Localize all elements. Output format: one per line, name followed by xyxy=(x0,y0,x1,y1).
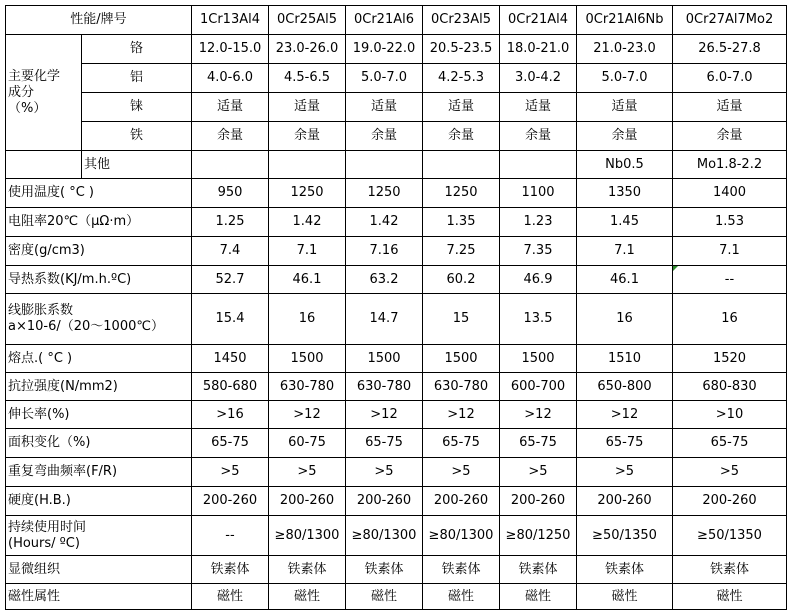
table-cell: 1500 xyxy=(500,345,577,373)
table-cell: 1100 xyxy=(500,179,577,208)
table-cell: 磁性 xyxy=(577,584,673,610)
table-cell: 适量 xyxy=(423,93,500,122)
table-cell: 磁性 xyxy=(192,584,269,610)
table-cell: 65-75 xyxy=(346,429,423,458)
table-cell: 铁素体 xyxy=(423,556,500,584)
property-label: 熔点.( °C ) xyxy=(6,345,192,373)
table-cell: 15 xyxy=(423,294,500,345)
table-cell: 65-75 xyxy=(577,429,673,458)
table-body xyxy=(6,6,787,610)
table-row xyxy=(6,122,787,151)
table-cell: 200-260 xyxy=(346,487,423,516)
table-cell: 磁性 xyxy=(346,584,423,610)
table-cell: ≥80/1300 xyxy=(269,516,346,556)
table-cell: 1.45 xyxy=(577,208,673,237)
table-cell: 余量 xyxy=(192,122,269,151)
table-cell: 余量 xyxy=(577,122,673,151)
table-cell: 65-75 xyxy=(192,429,269,458)
table-cell: 余量 xyxy=(269,122,346,151)
table-cell: 4.2-5.3 xyxy=(423,64,500,93)
table-cell: 200-260 xyxy=(673,487,787,516)
table-row xyxy=(6,373,787,401)
table-row xyxy=(6,93,787,122)
table-cell: 580-680 xyxy=(192,373,269,401)
table-cell: 1.53 xyxy=(673,208,787,237)
table-cell: -- xyxy=(673,266,787,294)
table-cell: 60-75 xyxy=(269,429,346,458)
grade-header: 0Cr21Al6 xyxy=(346,6,423,35)
table-cell: 铁素体 xyxy=(500,556,577,584)
table-cell: 46.1 xyxy=(269,266,346,294)
comment-marker-icon xyxy=(673,266,678,271)
table-cell: 铁素体 xyxy=(673,556,787,584)
table-row xyxy=(6,584,787,610)
element-label: 铼 xyxy=(82,93,192,122)
table-cell: 1510 xyxy=(577,345,673,373)
table-cell: 铁素体 xyxy=(269,556,346,584)
table-cell: 630-780 xyxy=(346,373,423,401)
table-cell: 600-700 xyxy=(500,373,577,401)
table-cell: 铁素体 xyxy=(192,556,269,584)
table-cell: ≥80/1250 xyxy=(500,516,577,556)
table-cell xyxy=(192,151,269,179)
table-cell: >12 xyxy=(346,401,423,429)
grade-header: 1Cr13Al4 xyxy=(192,6,269,35)
table-cell: 7.16 xyxy=(346,237,423,266)
table-cell: 1.25 xyxy=(192,208,269,237)
table-cell xyxy=(346,151,423,179)
table-cell: 21.0-23.0 xyxy=(577,35,673,64)
table-cell: 200-260 xyxy=(577,487,673,516)
table-cell: >5 xyxy=(423,458,500,487)
table-cell: >16 xyxy=(192,401,269,429)
table-cell: 磁性 xyxy=(673,584,787,610)
table-cell: 12.0-15.0 xyxy=(192,35,269,64)
table-cell: 1.42 xyxy=(346,208,423,237)
table-cell: 200-260 xyxy=(192,487,269,516)
table-cell: 680-830 xyxy=(673,373,787,401)
table-cell xyxy=(269,151,346,179)
table-cell: >5 xyxy=(269,458,346,487)
table-cell: Nb0.5 xyxy=(577,151,673,179)
element-label: 铬 xyxy=(82,35,192,64)
table-cell: 4.5-6.5 xyxy=(269,64,346,93)
element-label: 铁 xyxy=(82,122,192,151)
table-cell: 7.35 xyxy=(500,237,577,266)
table-cell: 余量 xyxy=(346,122,423,151)
table-cell: ≥80/1300 xyxy=(346,516,423,556)
table-cell: 23.0-26.0 xyxy=(269,35,346,64)
table-cell: 适量 xyxy=(192,93,269,122)
table-row xyxy=(6,35,787,64)
table-cell: 5.0-7.0 xyxy=(346,64,423,93)
table-cell: 1250 xyxy=(269,179,346,208)
property-label: 线膨胀系数 a×10-6/（20～1000℃） xyxy=(6,294,192,345)
table-cell: 3.0-4.2 xyxy=(500,64,577,93)
table-cell: 65-75 xyxy=(673,429,787,458)
table-row xyxy=(6,179,787,208)
table-cell: 65-75 xyxy=(423,429,500,458)
property-label: 密度(g/cm3) xyxy=(6,237,192,266)
table-cell: 磁性 xyxy=(500,584,577,610)
table-row xyxy=(6,458,787,487)
table-cell: 60.2 xyxy=(423,266,500,294)
table-cell: 1.23 xyxy=(500,208,577,237)
corner-header: 性能/牌号 xyxy=(6,6,192,35)
table-row xyxy=(6,401,787,429)
table-row xyxy=(6,556,787,584)
table-row xyxy=(6,516,787,556)
table-cell: -- xyxy=(192,516,269,556)
table-cell: 200-260 xyxy=(423,487,500,516)
grade-header: 0Cr25Al5 xyxy=(269,6,346,35)
table-cell: 7.1 xyxy=(577,237,673,266)
table-cell: 20.5-23.5 xyxy=(423,35,500,64)
table-cell: 磁性 xyxy=(269,584,346,610)
property-label: 硬度(H.B.) xyxy=(6,487,192,516)
property-label: 重复弯曲频率(F/R) xyxy=(6,458,192,487)
property-label: 面积变化（%) xyxy=(6,429,192,458)
table-cell: 200-260 xyxy=(269,487,346,516)
table-cell: 4.0-6.0 xyxy=(192,64,269,93)
table-cell: 7.4 xyxy=(192,237,269,266)
table-cell: >5 xyxy=(673,458,787,487)
table-cell: 65-75 xyxy=(500,429,577,458)
table-cell: >10 xyxy=(673,401,787,429)
table-cell: 适量 xyxy=(673,93,787,122)
table-cell: 7.25 xyxy=(423,237,500,266)
table-cell: 14.7 xyxy=(346,294,423,345)
table-cell: 1400 xyxy=(673,179,787,208)
table-cell: 7.1 xyxy=(269,237,346,266)
table-cell: 630-780 xyxy=(269,373,346,401)
table-cell: >5 xyxy=(577,458,673,487)
element-label: 铝 xyxy=(82,64,192,93)
property-label: 持续使用时间 (Hours/ ºC) xyxy=(6,516,192,556)
grade-header: 0Cr21Al4 xyxy=(500,6,577,35)
table-cell: 630-780 xyxy=(423,373,500,401)
table-cell: 7.1 xyxy=(673,237,787,266)
table-cell: 余量 xyxy=(423,122,500,151)
table-cell: 1520 xyxy=(673,345,787,373)
table-cell: 1.42 xyxy=(269,208,346,237)
table-row xyxy=(6,266,787,294)
table-row xyxy=(6,64,787,93)
table-cell: 200-260 xyxy=(500,487,577,516)
property-label: 抗拉强度(N/mm2) xyxy=(6,373,192,401)
table-cell: 19.0-22.0 xyxy=(346,35,423,64)
property-label: 导热系数(KJ/m.h.ºC) xyxy=(6,266,192,294)
composition-group-label: 主要化学 成分 （%） xyxy=(6,35,82,151)
property-label: 磁性属性 xyxy=(6,584,192,610)
table-cell: 26.5-27.8 xyxy=(673,35,787,64)
table-cell: >12 xyxy=(577,401,673,429)
table-cell: 46.1 xyxy=(577,266,673,294)
table-row xyxy=(6,151,787,179)
table-cell: 63.2 xyxy=(346,266,423,294)
table-cell: 15.4 xyxy=(192,294,269,345)
table-cell: 18.0-21.0 xyxy=(500,35,577,64)
table-cell: >5 xyxy=(346,458,423,487)
element-label: 其他 xyxy=(82,151,192,179)
table-cell: 1500 xyxy=(423,345,500,373)
table-cell: 650-800 xyxy=(577,373,673,401)
table-cell: ≥50/1350 xyxy=(673,516,787,556)
table-cell: >12 xyxy=(423,401,500,429)
table-cell: 1.35 xyxy=(423,208,500,237)
table-cell: 磁性 xyxy=(423,584,500,610)
table-row xyxy=(6,208,787,237)
table-cell: 1500 xyxy=(346,345,423,373)
table-row xyxy=(6,237,787,266)
table-cell: >5 xyxy=(192,458,269,487)
table-cell: 6.0-7.0 xyxy=(673,64,787,93)
table-cell: 16 xyxy=(269,294,346,345)
grade-header: 0Cr27Al7Mo2 xyxy=(673,6,787,35)
table-row xyxy=(6,345,787,373)
composition-group-blank xyxy=(6,151,82,179)
table-cell: 1350 xyxy=(577,179,673,208)
table-cell: 1250 xyxy=(346,179,423,208)
table-cell: 52.7 xyxy=(192,266,269,294)
table-cell: 5.0-7.0 xyxy=(577,64,673,93)
table-cell: 余量 xyxy=(673,122,787,151)
table-cell xyxy=(423,151,500,179)
table-cell: 铁素体 xyxy=(346,556,423,584)
table-cell: ≥80/1300 xyxy=(423,516,500,556)
table-row xyxy=(6,487,787,516)
property-label: 使用温度( °C ) xyxy=(6,179,192,208)
table-cell: 1250 xyxy=(423,179,500,208)
table-cell: ≥50/1350 xyxy=(577,516,673,556)
table-cell xyxy=(500,151,577,179)
table-cell: 1500 xyxy=(269,345,346,373)
alloy-properties-table xyxy=(5,5,787,610)
table-cell: 13.5 xyxy=(500,294,577,345)
table-cell: 16 xyxy=(577,294,673,345)
table-cell: 适量 xyxy=(577,93,673,122)
table-cell: 铁素体 xyxy=(577,556,673,584)
table-cell: >12 xyxy=(500,401,577,429)
table-cell: >12 xyxy=(269,401,346,429)
table-cell: 16 xyxy=(673,294,787,345)
grade-header: 0Cr21Al6Nb xyxy=(577,6,673,35)
table-cell: >5 xyxy=(500,458,577,487)
table-cell: Mo1.8-2.2 xyxy=(673,151,787,179)
table-cell: 余量 xyxy=(500,122,577,151)
table-row xyxy=(6,429,787,458)
table-cell: 适量 xyxy=(500,93,577,122)
grade-header: 0Cr23Al5 xyxy=(423,6,500,35)
table-cell: 1450 xyxy=(192,345,269,373)
table-cell: 950 xyxy=(192,179,269,208)
table-row xyxy=(6,294,787,345)
table-cell: 适量 xyxy=(346,93,423,122)
property-label: 伸长率(%) xyxy=(6,401,192,429)
header-row xyxy=(6,6,787,35)
property-label: 电阻率20℃（μΩ·m） xyxy=(6,208,192,237)
property-label: 显微组织 xyxy=(6,556,192,584)
table-cell: 46.9 xyxy=(500,266,577,294)
table-cell: 适量 xyxy=(269,93,346,122)
